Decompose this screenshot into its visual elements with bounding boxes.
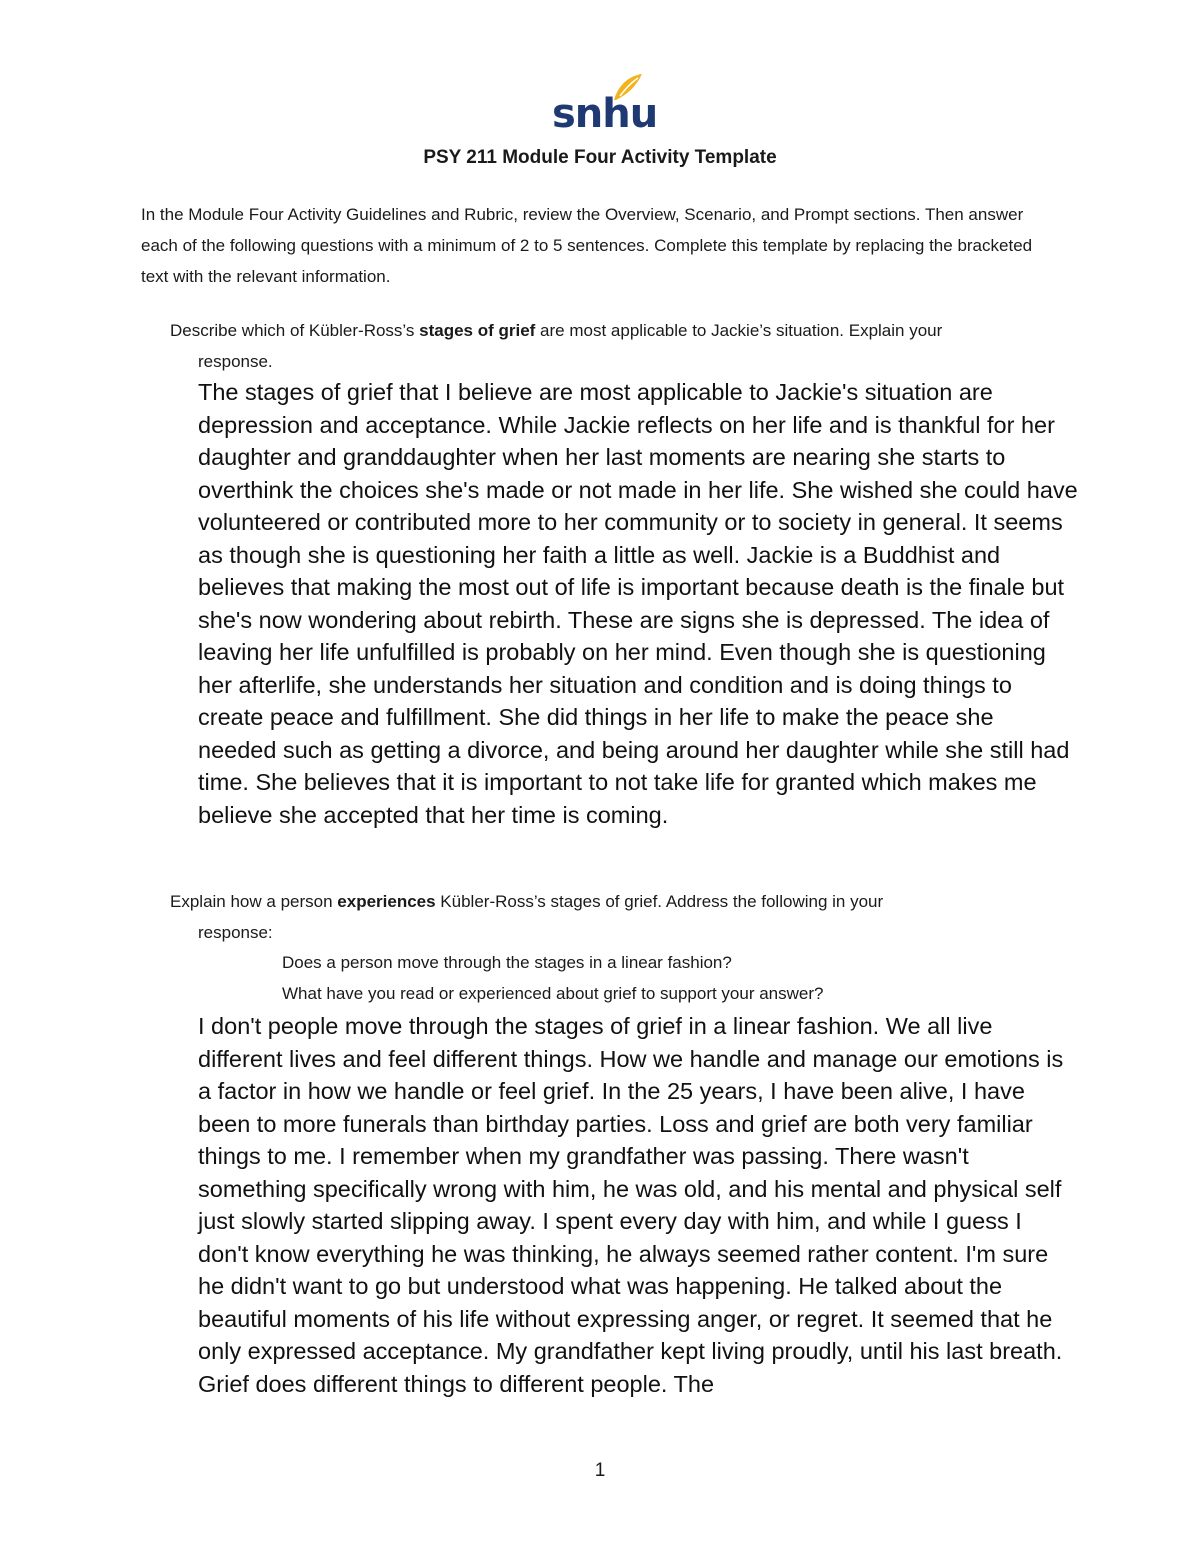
page-number: 1	[594, 1460, 606, 1481]
answer-2: I don't people move through the stages of grief in a linear fashion. We all live different lives and feel different things. How we handle and manage our emotions is a factor in how we handle or feel grief. In the 25 years, I have been alive, I have been to more funerals than birthday parties. Loss and grief are both very familiar things to me. I remember when my grandfather was passing. There wasn't something specifically wrong with him, he was old, and his mental and physical self just slowly started slipping away. I spent every day with him, and while I guess I don't know everything he was thinking, he always seemed rather content. I'm sure he didn't want to go but understood what was happening. He talked about the beautiful moments of his life without expressing anger, or regret. It seemed that he only expressed acceptance. My grandfather kept living proudly, until his last breath. Grief does different things to different people. The	[198, 1013, 1064, 1397]
question-2	[170, 886, 1060, 948]
snhu-logo	[550, 72, 658, 138]
sub-question-2: What have you read or experienced about grief to support your answer?	[282, 984, 824, 1003]
document-title: PSY 211 Module Four Activity Template	[423, 147, 777, 168]
question-2-line2: response:	[198, 923, 273, 942]
intro-paragraph: In the Module Four Activity Guidelines and Rubric, review the Overview, Scenario, and Prompt sections. Then answer each of the following questions with a minimum of 2 to 5 sentences. Complete this template by replacing the bracketed text with the relevant information.	[141, 205, 1033, 286]
sub-question-1: Does a person move through the stages in a linear fashion?	[282, 953, 732, 972]
question-1-bold: stages of grief	[419, 321, 536, 340]
question-2-text-b: Kübler-Ross’s stages of grief. Address the following in your	[435, 892, 884, 911]
question-1-text-b: are most applicable to Jackie’s situation. Explain your	[535, 321, 943, 340]
question-1-text-a: Describe which of Kübler-Ross’s	[170, 321, 420, 340]
question-1-line2: response.	[198, 352, 273, 371]
question-2-text-a: Explain how a person	[170, 892, 338, 911]
question-2-bold: experiences	[337, 892, 436, 911]
answer-1: The stages of grief that I believe are most applicable to Jackie's situation are depression and acceptance. While Jackie reflects on her life and is thankful for her daughter and granddaughter when her last moments are nearing she starts to overthink the choices she's made or not made in her life. She wished she could have volunteered or contributed more to her community or to society in general. It seems as though she is questioning her faith a little as well. Jackie is a Buddhist and believes that making the most out of life is important because death is the finale but she's now wondering about rebirth. These are signs she is depressed. The idea of leaving her life unfulfilled is probably on her mind. Even though she is questioning her afterlife, she understands her situation and condition and is doing things to create peace and fulfillment. She did things in her life to make the peace she needed such as getting a divorce, and being around her daughter while she still had time. She believes that it is important to not take life for granted which makes me believe she accepted that her time is coming.	[198, 379, 1078, 828]
question-1	[170, 315, 1060, 377]
logo-wordmark: snhu	[552, 91, 658, 137]
